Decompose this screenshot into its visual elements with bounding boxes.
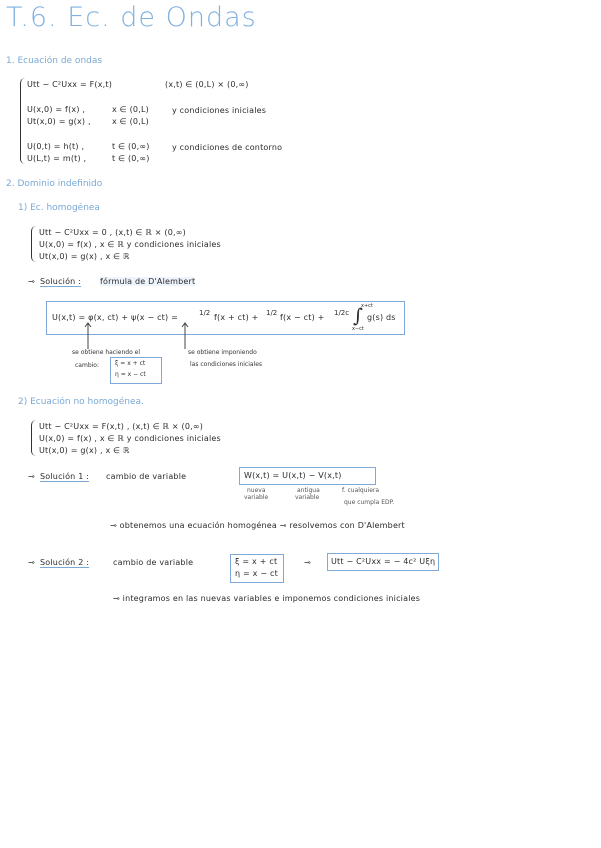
sub1-equation: Utt − C²Uxx = 0 , (x,t) ∈ ℝ × (0,∞): [39, 228, 186, 237]
arrow-icon: ⊸: [28, 472, 35, 481]
boundary-condition-1: U(0,t) = h(t) ,: [27, 142, 85, 151]
fraction-half-2: 1/2: [266, 309, 278, 317]
arrow-icon: ⊸: [28, 277, 35, 286]
label-old-variable-b: variable: [295, 494, 320, 501]
page-title: T.6. Ec. de Ondas: [6, 2, 257, 33]
sub2-equation: Utt − C²Uxx = F(x,t) , (x,t) ∈ ℝ × (0,∞): [39, 422, 204, 431]
solution-1-result: ⊸ obtenemos una ecuación homogénea ⊸ resolvemos con D'Alembert: [110, 521, 405, 530]
initial-condition-2-domain: x ∈ (0,L): [112, 117, 149, 126]
solution-2-label: Solución 2 :: [40, 558, 90, 567]
sub2-initial-condition-2: Ut(x,0) = g(x) , x ∈ ℝ: [39, 446, 130, 455]
dalembert-label: fórmula de D'Alembert: [100, 277, 196, 286]
sub2-brace: [31, 420, 37, 456]
initial-conditions-label: y condiciones iniciales: [172, 106, 267, 115]
transformed-equation: Utt − C²Uxx = − 4c² Uξη: [331, 557, 436, 566]
section-2-heading: 2. Dominio indefinido: [6, 179, 103, 189]
sub1-initial-condition-1: U(x,0) = f(x) , x ∈ ℝ y condiciones iniciales: [39, 240, 221, 249]
formula-part-b: f(x + ct) +: [214, 313, 259, 322]
boundary-conditions-label: y condiciones de contorno: [172, 143, 283, 152]
label-new-variable-a: nueva: [247, 487, 266, 494]
section-1-heading: 1. Ecuación de ondas: [6, 56, 103, 66]
solution-label: Solución :: [40, 277, 82, 286]
solution-2-xi: ξ = x + ct: [235, 557, 278, 566]
formula-part-c: f(x − ct) +: [280, 313, 325, 322]
fraction-2c: 1/2c: [334, 309, 350, 317]
subsection-1-heading: 1) Ec. homogénea: [18, 203, 100, 213]
label-old-variable-a: antigua: [297, 487, 320, 494]
integral-upper-limit: x+ct: [361, 303, 373, 309]
change-xi: ξ = x + ct: [115, 360, 146, 367]
solution-2-text: cambio de variable: [113, 558, 194, 567]
label-any-function-a: f. cualquiera: [342, 487, 380, 494]
initial-condition-1: U(x,0) = f(x) ,: [27, 105, 86, 114]
initial-condition-1-domain: x ∈ (0,L): [112, 105, 149, 114]
solution-1-label: Solución 1 :: [40, 472, 90, 481]
variable-change-formula: W(x,t) = U(x,t) − V(x,t): [244, 471, 342, 480]
solution-1-text: cambio de variable: [106, 472, 187, 481]
sub2-initial-condition-1: U(x,0) = f(x) , x ∈ ℝ y condiciones iniciales: [39, 434, 221, 443]
arrow-icon: ⊸: [28, 558, 35, 567]
solution-2-eta: η = x − ct: [235, 569, 278, 578]
note-initial-conditions: las condiciones iniciales: [190, 361, 263, 368]
boundary-condition-2: U(L,t) = m(t) ,: [27, 154, 87, 163]
formula-part-d: g(s) ds: [367, 313, 396, 322]
formula-part-a: U(x,t) = φ(x, ct) + ψ(x − ct) =: [52, 313, 178, 322]
fraction-half-1: 1/2: [199, 309, 211, 317]
label-any-function-b: que cumpla EDP.: [344, 499, 395, 506]
sub1-initial-condition-2: Ut(x,0) = g(x) , x ∈ ℝ: [39, 252, 130, 261]
wave-equation-domain: (x,t) ∈ (0,L) × (0,∞): [165, 80, 249, 89]
label-new-variable-b: variable: [244, 494, 269, 501]
boundary-condition-1-domain: t ∈ (0,∞): [112, 142, 150, 151]
boundary-condition-2-domain: t ∈ (0,∞): [112, 154, 150, 163]
solution-2-result: ⊸ integramos en las nuevas variables e imponemos condiciones iniciales: [113, 594, 421, 603]
note-change-label: cambio:: [75, 362, 99, 369]
note-impose: se obtiene imponiendo: [188, 349, 257, 356]
subsection-2-heading: 2) Ecuación no homogénea.: [18, 397, 144, 407]
wave-equation: Utt − C²Uxx = F(x,t): [27, 80, 113, 89]
integral-lower-limit: x−ct: [352, 326, 364, 332]
note-change-variable: se obtiene haciendo el: [72, 349, 141, 356]
change-eta: η = x − ct: [115, 371, 146, 378]
initial-condition-2: Ut(x,0) = g(x) ,: [27, 117, 91, 126]
arrow-icon: ⊸: [304, 558, 311, 567]
integral-sign: ∫: [353, 305, 363, 327]
